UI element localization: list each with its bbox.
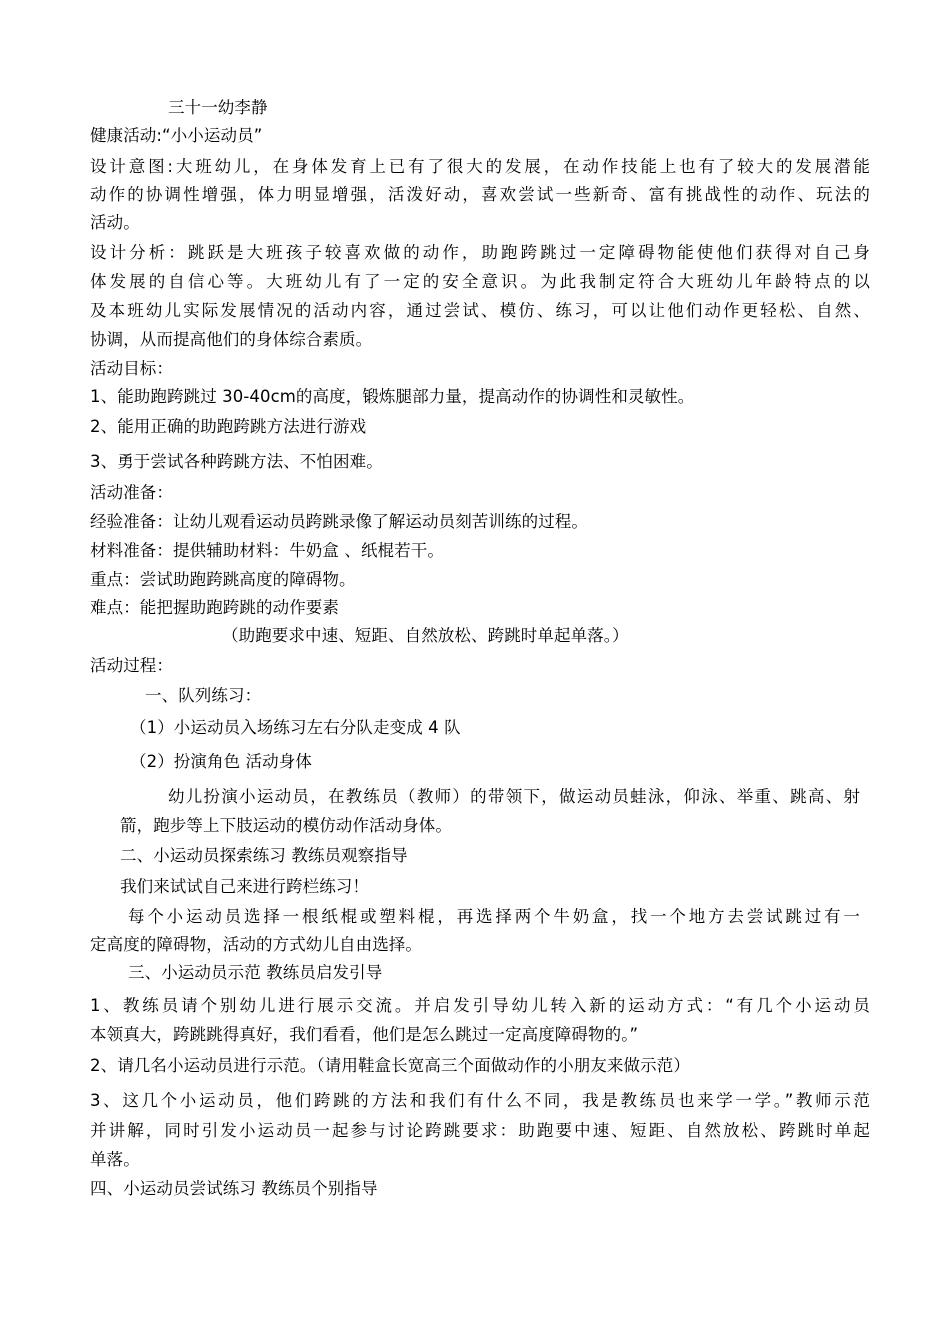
text-line: 定高度的障碍物，活动的方式幼儿自由选择。	[90, 935, 422, 954]
text-line: 单落。	[90, 1150, 140, 1169]
text-line: 重点：尝试助跑跨跳高度的障碍物。	[90, 570, 356, 589]
text-line: 动作的协调性增强，体力明显增强，活泼好动，喜欢尝试一些新奇、富有挑战性的动作、玩法的	[90, 185, 870, 204]
text-line: 每个小运动员选择一根纸棍或塑料棍，再选择两个牛奶盒，找一个地方去尝试跳过有一	[128, 907, 860, 926]
text-line: 经验准备：让幼儿观看运动员跨跳录像了解运动员刻苦训练的过程。	[90, 512, 588, 531]
text-line: 箭，跑步等上下肢运动的模仿动作活动身体。	[120, 816, 452, 835]
text-line: 我们来试试自己来进行跨栏练习！	[120, 877, 369, 896]
text-line: 设计分析：跳跃是大班孩子较喜欢做的动作，助跑跨跳过一定障碍物能使他们获得对自己身	[90, 243, 870, 262]
step-heading: 二、小运动员探索练习 教练员观察指导	[120, 846, 408, 865]
section-heading: 活动准备：	[90, 483, 173, 502]
text-line: 并讲解，同时引发小运动员一起参与讨论跨跳要求：助跑要中速、短距、自然放松、跨跳时单起	[90, 1121, 870, 1140]
text-line: 难点：能把握助跑跨跳的动作要素	[90, 598, 339, 617]
step-heading: 一、队列练习：	[145, 686, 262, 705]
text-line: （助跑要求中速、短距、自然放松、跨跳时单起单落。）	[222, 626, 629, 645]
step-item: （1）小运动员入场练习左右分队走变成 4 队	[130, 718, 461, 737]
text-line: 活动。	[90, 213, 140, 232]
step-heading: 三、小运动员示范 教练员启发引导	[128, 963, 383, 982]
step-heading: 四、小运动员尝试练习 教练员个别指导	[90, 1179, 378, 1198]
activity-title: 健康活动:“小小运动员”	[90, 126, 263, 145]
goal-item: 1、能助跑跨跳过 30-40cm的高度，锻炼腿部力量，提高动作的协调性和灵敏性。	[90, 387, 695, 406]
text-line: 设计意图:大班幼儿，在身体发育上已有了很大的发展，在动作技能上也有了较大的发展潜能	[90, 157, 870, 176]
goal-item: 2、能用正确的助跑跨跳方法进行游戏	[90, 417, 367, 436]
text-line: 1、教练员请个别幼儿进行展示交流。并启发引导幼儿转入新的运动方式：“有几个小运动员	[90, 996, 870, 1015]
goal-item: 3、勇于尝试各种跨跳方法、不怕困难。	[90, 452, 383, 471]
section-heading: 活动目标：	[90, 359, 173, 378]
text-line: 幼儿扮演小运动员，在教练员（教师）的带领下，做运动员蛙泳，仰泳、举重、跳高、射	[168, 787, 860, 806]
text-line: 协调，从而提高他们的身体综合素质。	[90, 330, 373, 349]
text-line: 2、请几名小运动员进行示范。（请用鞋盒长宽高三个面做动作的小朋友来做示范）	[90, 1056, 690, 1075]
author-line: 三十一幼李静	[168, 98, 268, 117]
text-line: 本领真大，跨跳跳得真好，我们看看，他们是怎么跳过一定高度障碍物的。”	[90, 1025, 639, 1044]
text-line: 材料准备：提供辅助材料：牛奶盒 、纸棍若干。	[90, 541, 444, 560]
step-item: （2）扮演角色 活动身体	[130, 752, 312, 771]
section-heading: 活动过程：	[90, 656, 173, 675]
text-line: 3、这几个小运动员，他们跨跳的方法和我们有什么不同，我是教练员也来学一学。”教师示范	[90, 1091, 870, 1110]
text-line: 体发展的自信心等。大班幼儿有了一定的安全意识。为此我制定符合大班幼儿年龄特点的以	[90, 272, 870, 291]
text-line: 及本班幼儿实际发展情况的活动内容，通过尝试、模仿、练习，可以让他们动作更轻松、自然、	[90, 301, 870, 320]
